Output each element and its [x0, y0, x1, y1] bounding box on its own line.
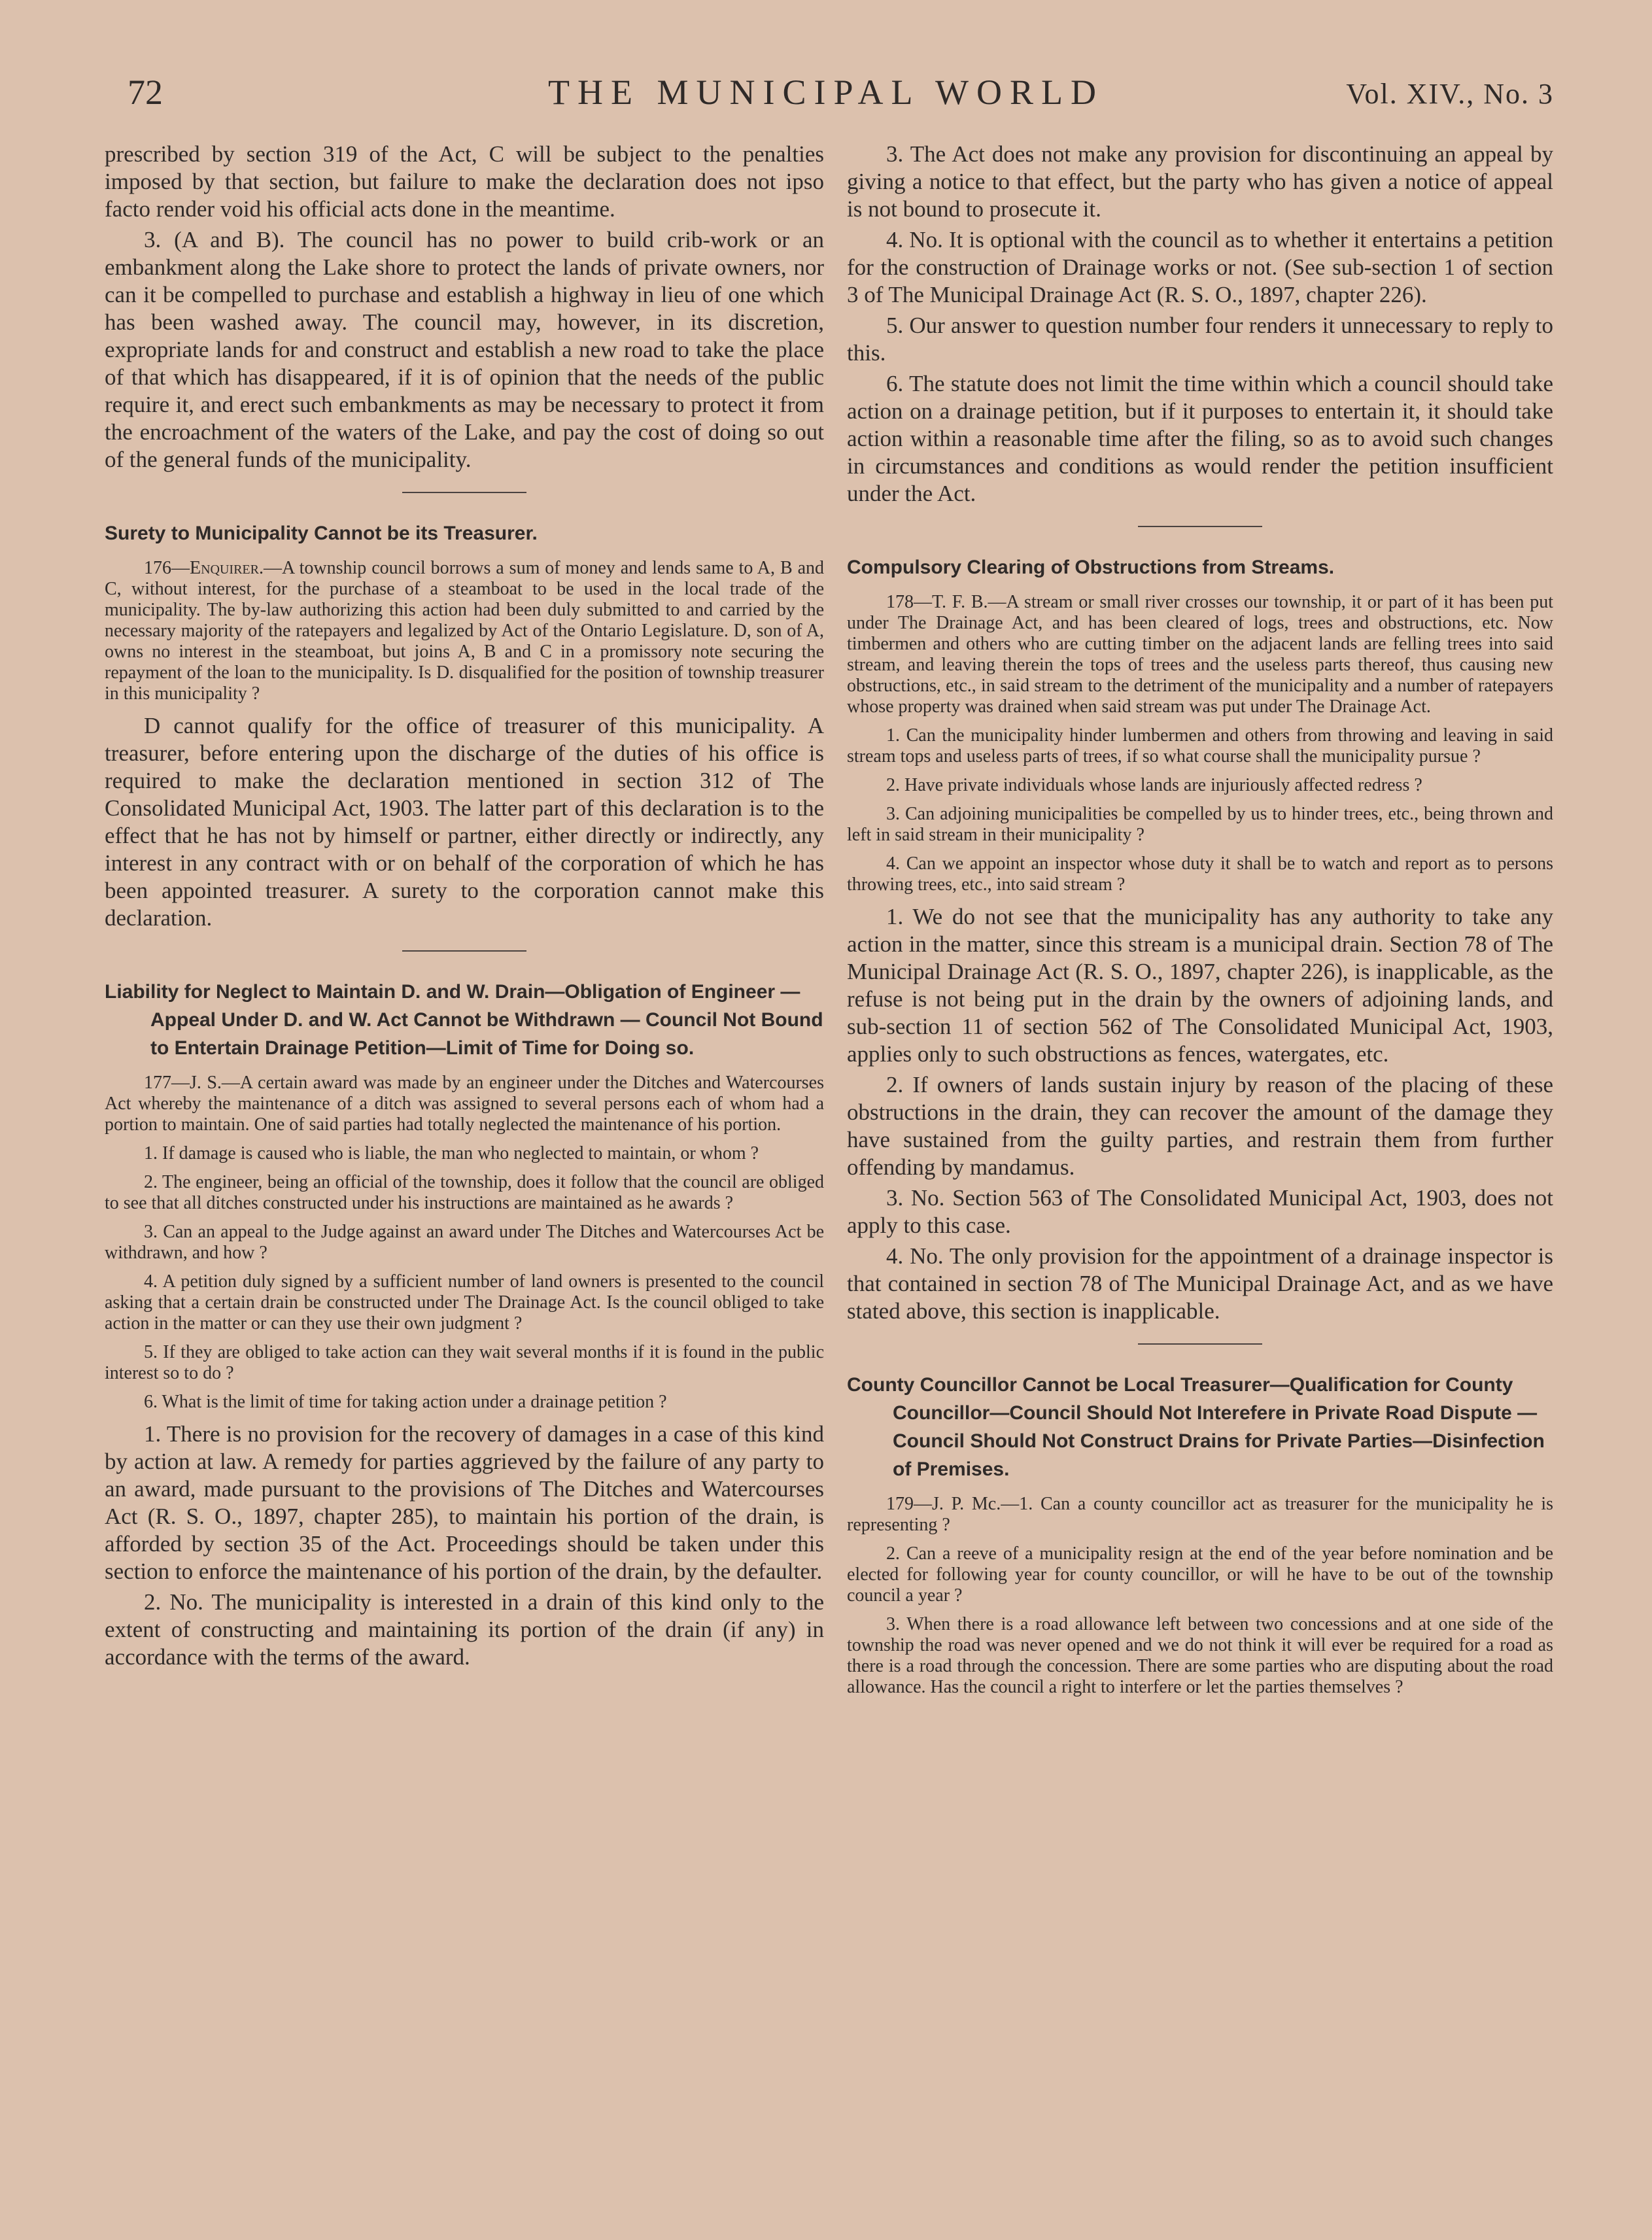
- journal-title: THE MUNICIPAL WORLD: [547, 73, 1104, 112]
- query-item: 6. What is the limit of time for taking action under a drainage petition ?: [144, 1392, 667, 1412]
- query-item: 3. When there is a road allowance left between two concessions and at one side of the township the road was never opened and we do not think it will ever be required for a road as there is a road through the concession. There are some parties who are disputing about the road allowance. Has the council a right to interfere or let the parties themselves ?: [847, 1614, 1553, 1697]
- answer-paragraph: 6. The statute does not limit the time within which a council should take action on a drainage petition, but if it purposes to entertain it, it should take action within a reasonable time after the filing, so as to avoid such changes in circumstances and conditions as would render the petition insufficient under the Act.: [847, 371, 1553, 506]
- query-item: 2. The engineer, being an official of the township, does it follow that the council are obliged to see that all ditches constructed under his instructions are maintained as he awards ?: [105, 1172, 824, 1213]
- query-176: [105, 558, 824, 704]
- volume-label: Vol. XIV., No. 3: [1346, 78, 1554, 110]
- section-heading: County Councillor Cannot be Local Treasurer—Qualification for County Councillor—Council Should Not Interefere in Private Road Dispute — Council Should Not Construct Drains for Private Parties—Disinfection of Premises.: [847, 1374, 1545, 1480]
- query-paragraph: 178—T. F. B.—A stream or small river crosses our township, it or part of it has been put under The Drainage Act, and has been cleared of logs, trees and obstructions, etc. Now timbermen and others who are cutting timber on the adjacent lands are felling trees into said stream, and leaving therein the tops of trees and the useless parts thereof, thus causing new obstructions, etc., in said stream to the detriment of the municipality and a number of ratepayers whose property was drained when said stream was put under The Drainage Act.: [847, 592, 1553, 717]
- query-item: 3. Can an appeal to the Judge against an award under The Ditches and Watercourses Act be withdrawn, and how ?: [105, 1222, 824, 1263]
- query-item: 179—J. P. Mc.—1. Can a county councillor act as treasurer for the municipality he is representing ?: [847, 1494, 1553, 1535]
- answer-paragraph: 1. We do not see that the municipality has any authority to take any action in the matter, since this stream is a municipal drain. Section 78 of The Municipal Drainage Act (R. S. O., 1897, chapter 226), is inapplicable, as the refuse is not being put in the drain by the owners of adjoining lands, and sub-section 11 of section 562 of The Consolidated Municipal Act, 1903, applies only to such obstructions as fences, watergates, etc.: [847, 904, 1553, 1067]
- answer-paragraph: 2. If owners of lands sustain injury by reason of the placing of these obstructions in the drain, they can recover the amount of the damage they have sustained from the guilty parties, and restrain them from further offending by mandamus.: [847, 1072, 1553, 1180]
- left-column: [105, 141, 824, 2155]
- query-item: 4. Can we appoint an inspector whose duty it shall be to watch and report as to persons throwing trees, etc., into said stream ?: [847, 853, 1553, 895]
- query-item: 2. Have private individuals whose lands are injuriously affected redress ?: [886, 775, 1422, 795]
- answer-paragraph: 4. No. The only provision for the appointment of a drainage inspector is that contained in section 78 of The Municipal Drainage Act, and as we have stated above, this section is inapplicable.: [847, 1243, 1553, 1324]
- query-item: 5. If they are obliged to take action can they wait several months if it is found in the public interest so to do ?: [105, 1342, 824, 1383]
- correspondent-name: Enquirer: [190, 558, 259, 578]
- section-heading: Surety to Municipality Cannot be its Treasurer.: [105, 523, 538, 544]
- query-item: 1. If damage is caused who is liable, the man who neglected to maintain, or whom ?: [144, 1143, 759, 1163]
- section-divider: [402, 492, 526, 493]
- section-heading: Compulsory Clearing of Obstructions from Streams.: [847, 557, 1335, 578]
- query-item: 1. Can the municipality hinder lumbermen and others from throwing and leaving in said stream tops and useless parts of trees, if so what course shall the municipality pursue ?: [847, 725, 1553, 767]
- answer-paragraph: 5. Our answer to question number four renders it unnecessary to reply to this.: [847, 313, 1553, 366]
- query-item: 2. Can a reeve of a municipality resign at the end of the year before nomination and be elected for following year for county councillor, or will he have to be out of the township council a year ?: [847, 1543, 1553, 1606]
- query-item: 3. Can adjoining municipalities be compelled by us to hinder trees, etc., being thrown and left in said stream in their municipality ?: [847, 804, 1553, 845]
- answer-paragraph: 4. No. It is optional with the council as to whether it entertains a petition for the construction of Drainage works or not. (See sub-section 1 of section 3 of The Municipal Drainage Act (R. S. O., 1897, chapter 226).: [847, 227, 1553, 307]
- section-heading: Liability for Neglect to Maintain D. and W. Drain—Obligation of Engineer — Appeal Under D. and W. Act Cannot be Withdrawn — Council Not Bound to Entertain Drainage Petition—Limit of Time for Doing so.: [105, 981, 823, 1059]
- right-column: [847, 141, 1553, 2155]
- paragraph: prescribed by section 319 of the Act, C will be subject to the penalties imposed by that section, but failure to make the declaration does not ipso facto render void his official acts done in the meantime.: [105, 141, 824, 222]
- query-item: 4. A petition duly signed by a sufficient number of land owners is presented to the council asking that a certain drain be constructed under The Drainage Act. Is the council obliged to take action in the matter or can they use their own judgment ?: [105, 1271, 824, 1334]
- section-divider: [402, 950, 526, 952]
- page-header: [0, 72, 1652, 124]
- answer-paragraph: D cannot qualify for the office of treasurer of this municipality. A treasurer, before entering upon the discharge of the duties of his office is required to make the declaration mentioned in section 312 of The Consolidated Municipal Act, 1903. The latter part of this declaration is to the effect that he has not by himself or partner, either directly or indirectly, any interest in any contract with or on behalf of the corporation of which he has been appointed treasurer. A surety to the corporation cannot make this declaration.: [105, 713, 824, 931]
- answer-paragraph: 3. The Act does not make any provision for discontinuing an appeal by giving a notice to that effect, but the party who has given a notice of appeal is not bound to prosecute it.: [847, 141, 1553, 222]
- paragraph: 3. (A and B). The council has no power to build crib-work or an embankment along the Lake shore to protect the lands of private owners, nor can it be compelled to purchase and establish a highway in lieu of one which has been washed away. The council may, however, in its discretion, expropriate lands for and construct and establish a new road to take the place of that which has disappeared, if it is of opinion that the needs of the public require it, and erect such embankments as may be necessary to protect it from the encroachment of the waters of the Lake, and pay the cost of doing so out of the general funds of the municipality.: [105, 227, 824, 472]
- answer-paragraph: 2. No. The municipality is interested in a drain of this kind only to the extent of constructing and maintaining its portion of the drain (if any) in accordance with the terms of the award.: [105, 1589, 824, 1670]
- page-number: 72: [128, 73, 163, 112]
- section-divider: [1138, 526, 1262, 527]
- answer-paragraph: 1. There is no provision for the recovery of damages in a case of this kind by action at law. A remedy for parties aggrieved by the failure of any party to an award, made pursuant to the provisions of The Ditches and Watercourses Act (R. S. O., 1897, chapter 285), to maintain his portion of the drain, is afforded by section 35 of the Act. Proceedings should be taken under this section to enforce the maintenance of his portion of the drain, by the defaulter.: [105, 1421, 824, 1584]
- query-paragraph: 177—J. S.—A certain award was made by an engineer under the Ditches and Watercourses Act whereby the maintenance of a ditch was assigned to several persons each of whom had a portion to maintain. One of said parties had totally neglected the maintenance of his portion.: [105, 1073, 824, 1135]
- answer-paragraph: 3. No. Section 563 of The Consolidated Municipal Act, 1903, does not apply to this case.: [847, 1185, 1553, 1238]
- query-text: .—A township council borrows a sum of money and lends same to A, B and C, without interest, for the purchase of a steamboat to be used in the local trade of the municipality. The by-law authorizing this action had been duly submitted to and carried by the necessary majority of the ratepayers and legalized by Act of the Ontario Legislature. D, son of A, owns no interest in the steamboat, but joins A, B and C in a promissory note securing the repayment of the loan to the municipality. Is D. disqualified for the position of township treasurer in this municipality ?: [105, 558, 824, 704]
- query-number: 176—: [144, 558, 190, 578]
- section-divider: [1138, 1343, 1262, 1345]
